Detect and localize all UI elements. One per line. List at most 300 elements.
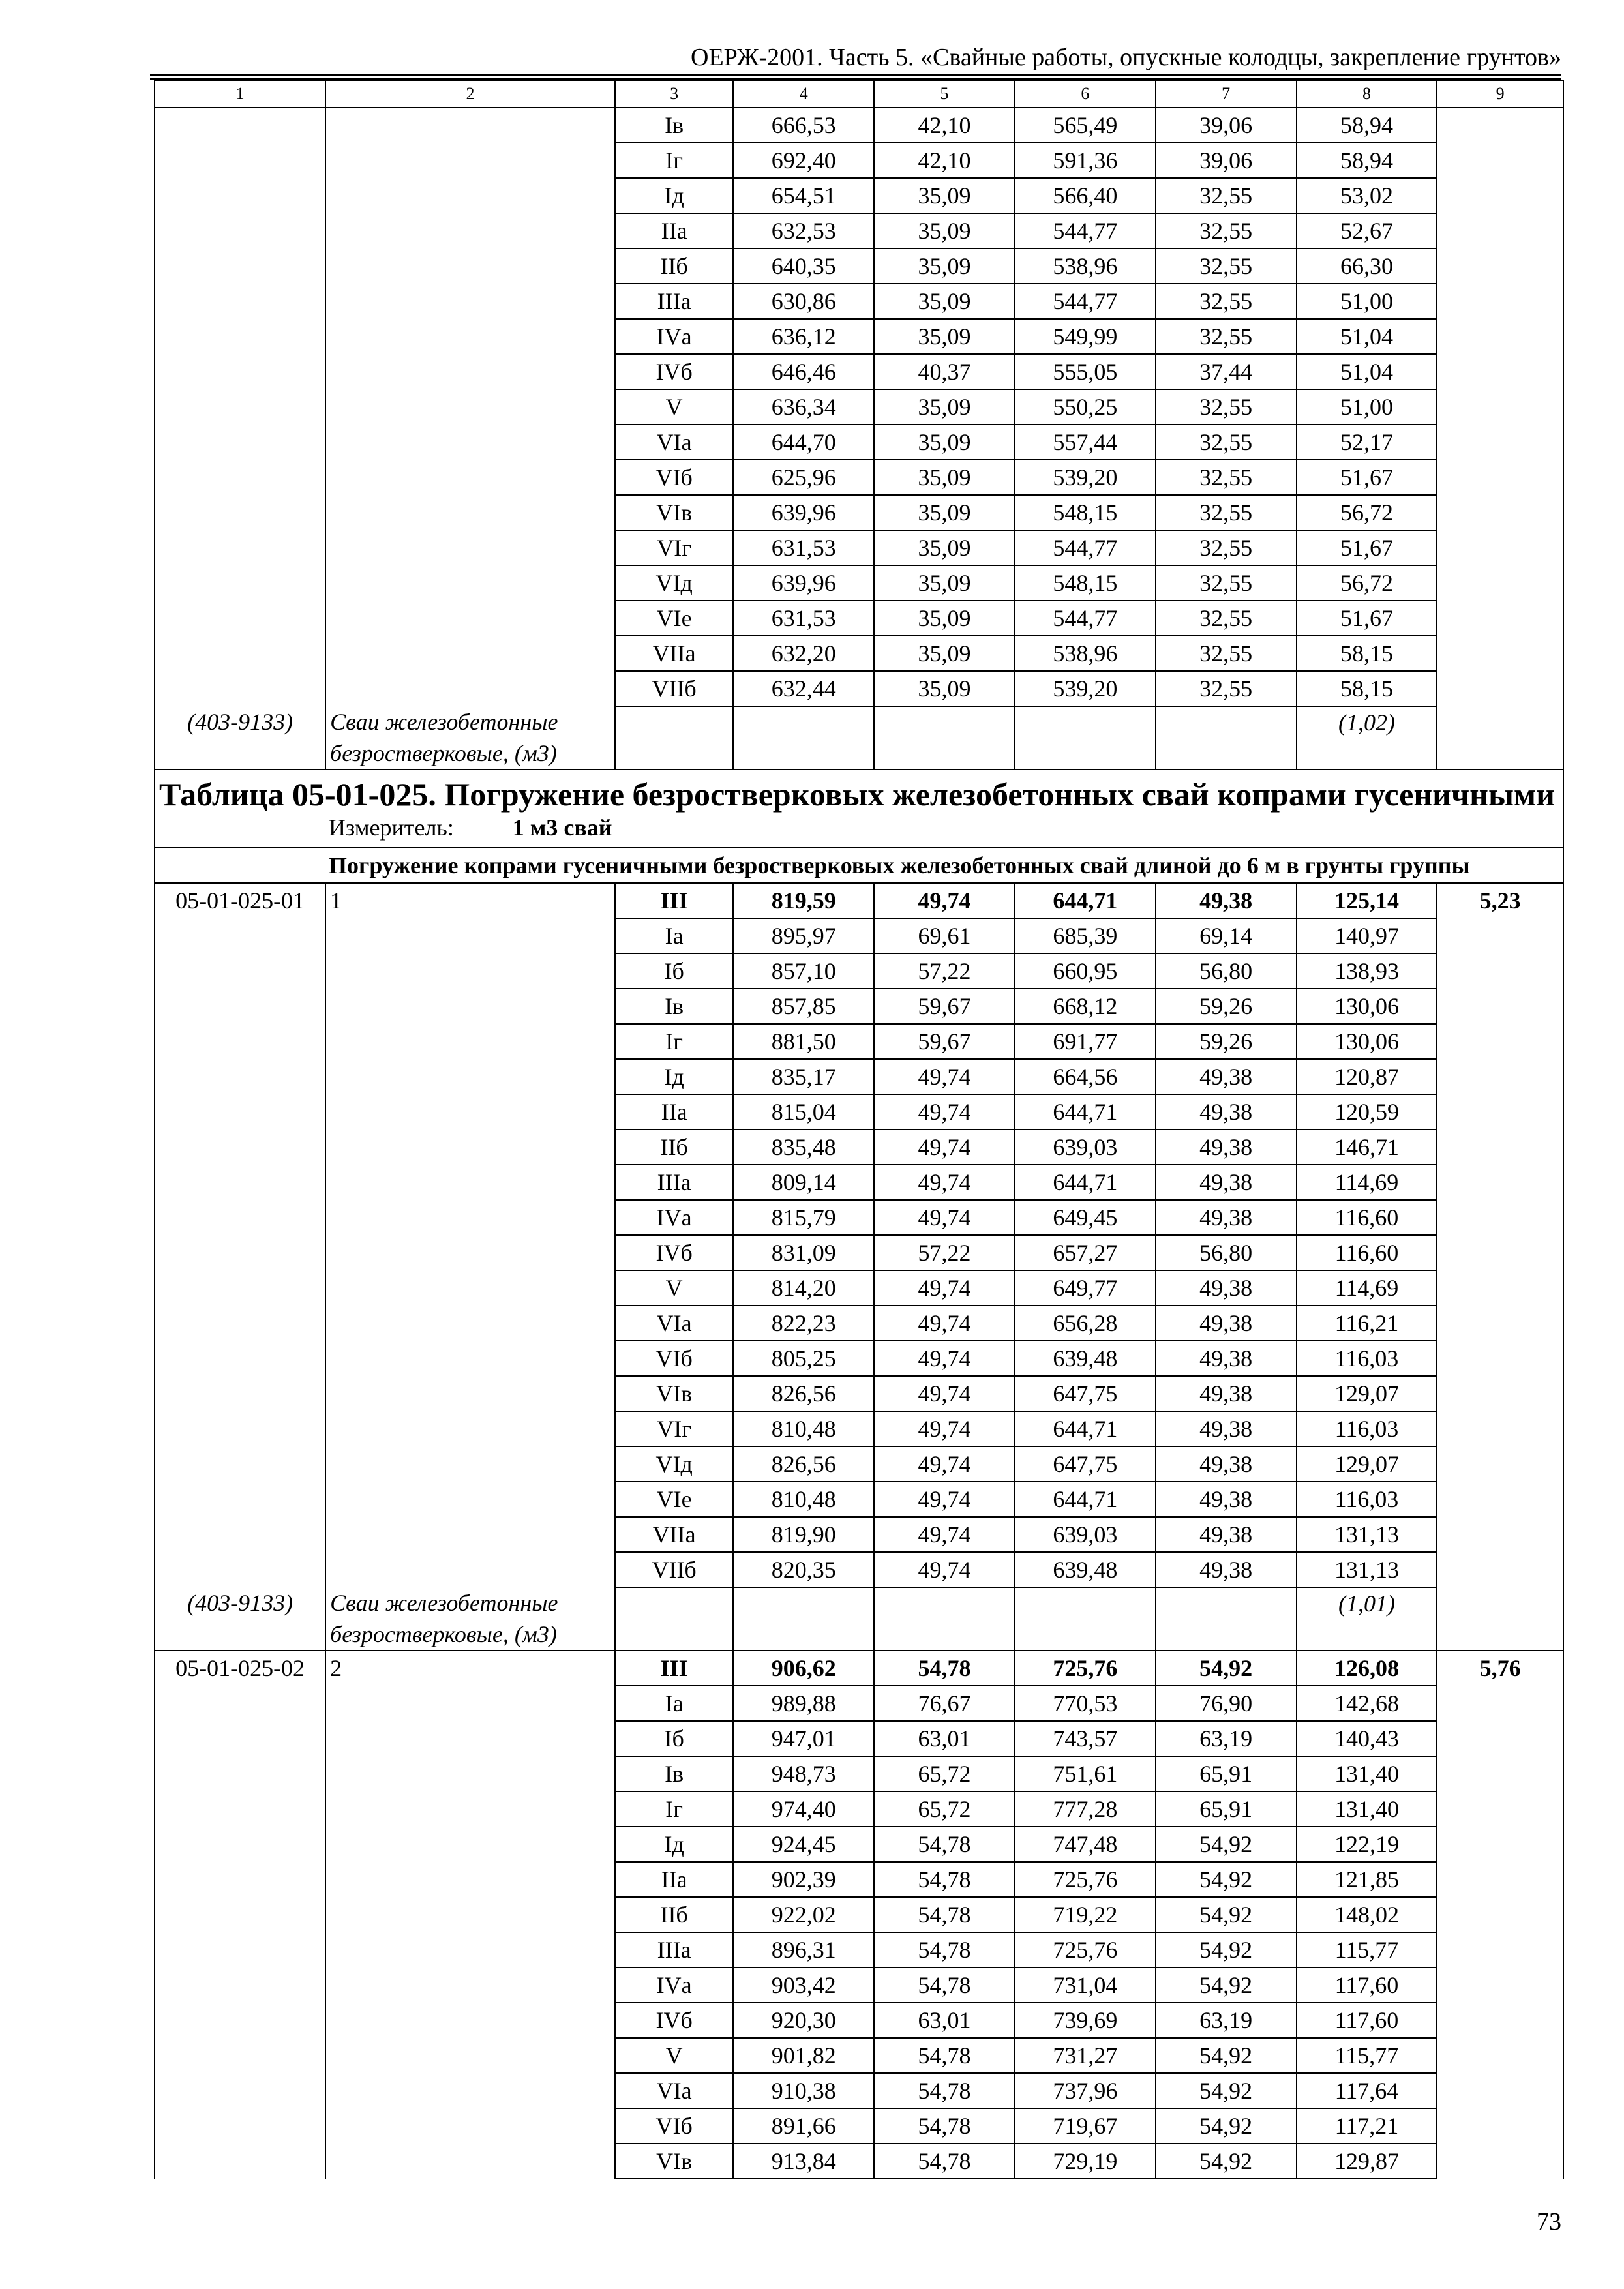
table-cell: [325, 1024, 615, 1059]
soil-group: IVб: [615, 354, 734, 389]
table-cell: 54,92: [1156, 1932, 1297, 1967]
table-cell: 131,40: [1297, 1791, 1437, 1827]
table-cell: 114,69: [1297, 1165, 1437, 1200]
header-rule: [150, 74, 1561, 76]
table-cell: 54,78: [874, 1862, 1015, 1897]
table-cell: [155, 1756, 325, 1791]
item-number: 1: [325, 883, 615, 918]
table-cell: [1156, 706, 1297, 770]
table-cell: [1437, 1587, 1563, 1651]
table-cell: [155, 1165, 325, 1200]
table-cell: 35,09: [874, 248, 1015, 284]
table-cell: 54,78: [874, 1967, 1015, 2003]
table-cell: 835,48: [733, 1130, 874, 1165]
table-cell: 58,94: [1297, 143, 1437, 178]
table-cell: 631,53: [733, 530, 874, 565]
table-cell: 49,38: [1156, 1517, 1297, 1552]
table-cell: 820,35: [733, 1552, 874, 1587]
table-row: [155, 1932, 1563, 1967]
soil-group: Iа: [615, 918, 734, 953]
item-code: 05-01-025-01: [155, 883, 325, 918]
unit-value: 1 м3 свай: [512, 815, 612, 841]
table-row: [155, 565, 1563, 601]
table-cell: 138,93: [1297, 953, 1437, 989]
soil-group: VIа: [615, 1306, 734, 1341]
table-cell: 51,67: [1297, 530, 1437, 565]
table-row: [155, 1721, 1563, 1756]
table-cell: [1437, 143, 1563, 178]
material-name: Сваи железобетонные безростверковые, (м3): [325, 706, 615, 770]
table-cell: 116,03: [1297, 1341, 1437, 1376]
table-cell: [155, 1862, 325, 1897]
table-cell: [155, 2038, 325, 2073]
consumption-coef: (1,02): [1297, 706, 1437, 770]
table-cell: [1437, 2003, 1563, 2038]
page-number: 73: [1537, 2208, 1561, 2236]
table-title-row: [155, 770, 1563, 848]
table-cell: [155, 530, 325, 565]
table-cell: 920,30: [733, 2003, 874, 2038]
soil-group: V: [615, 1270, 734, 1306]
soil-group: IIа: [615, 1862, 734, 1897]
table-cell: [155, 1411, 325, 1446]
table-cell: [325, 1827, 615, 1862]
table-cell: 822,23: [733, 1306, 874, 1341]
table-cell: [1437, 1200, 1563, 1235]
table-cell: 649,45: [1015, 1200, 1156, 1235]
table-cell: [325, 530, 615, 565]
soil-group: Iв: [615, 108, 734, 143]
table-cell: 640,35: [733, 248, 874, 284]
table-cell: 660,95: [1015, 953, 1156, 989]
table-row: [155, 460, 1563, 495]
table-cell: [1437, 2144, 1563, 2179]
table-cell: 35,09: [874, 671, 1015, 706]
table-cell: 731,27: [1015, 2038, 1156, 2073]
table-cell: 35,09: [874, 213, 1015, 248]
table-cell: [155, 989, 325, 1024]
table-cell: 731,04: [1015, 1967, 1156, 2003]
table-cell: 65,72: [874, 1756, 1015, 1791]
table-cell: [155, 1552, 325, 1587]
table-cell: 725,76: [1015, 1932, 1156, 1967]
table-cell: [325, 1897, 615, 1932]
table-cell: 644,71: [1015, 883, 1156, 918]
table-cell: 35,09: [874, 460, 1015, 495]
table-cell: [155, 1200, 325, 1235]
table-cell: 54,92: [1156, 1967, 1297, 2003]
table-cell: 805,25: [733, 1341, 874, 1376]
table-cell: [1437, 1827, 1563, 1862]
soil-group: VIIа: [615, 1517, 734, 1552]
table-cell: [325, 460, 615, 495]
table-cell: 557,44: [1015, 425, 1156, 460]
table-cell: [155, 1094, 325, 1130]
soil-group: IIIа: [615, 284, 734, 319]
table-cell: 51,04: [1297, 319, 1437, 354]
table-cell: 654,51: [733, 178, 874, 213]
table-cell: [325, 1270, 615, 1306]
table-cell: 58,15: [1297, 636, 1437, 671]
table-cell: 59,67: [874, 989, 1015, 1024]
column-number: 9: [1437, 80, 1563, 108]
table-cell: [155, 2073, 325, 2108]
table-cell: 632,53: [733, 213, 874, 248]
table-cell: 632,44: [733, 671, 874, 706]
table-cell: [325, 1200, 615, 1235]
table-cell: [155, 2108, 325, 2144]
table-cell: 114,69: [1297, 1270, 1437, 1306]
resource-code: (403-9133): [155, 1587, 325, 1651]
soil-group: VIд: [615, 565, 734, 601]
table-row: [155, 248, 1563, 284]
table-cell: [155, 636, 325, 671]
table-cell: [1437, 601, 1563, 636]
table-cell: 117,60: [1297, 2003, 1437, 2038]
table-cell: [325, 1306, 615, 1341]
table-cell: [325, 1376, 615, 1411]
table-cell: 639,48: [1015, 1552, 1156, 1587]
table-cell: 54,92: [1156, 2073, 1297, 2108]
table-cell: 826,56: [733, 1446, 874, 1482]
table-row: [155, 1791, 1563, 1827]
column-number: 8: [1297, 80, 1437, 108]
table-cell: 32,55: [1156, 284, 1297, 319]
soil-group: III: [615, 1651, 734, 1686]
rates-table: [154, 80, 1564, 2179]
table-cell: 115,77: [1297, 1932, 1437, 1967]
table-cell: [1437, 1446, 1563, 1482]
table-row: [155, 1897, 1563, 1932]
soil-group: VIе: [615, 1482, 734, 1517]
table-cell: 131,13: [1297, 1517, 1437, 1552]
item-extra: 5,76: [1437, 1651, 1563, 1686]
table-cell: [1437, 1130, 1563, 1165]
table-cell: 35,09: [874, 636, 1015, 671]
table-cell: 65,72: [874, 1791, 1015, 1827]
column-number: 2: [325, 80, 615, 108]
table-cell: [155, 389, 325, 425]
table-cell: [874, 1587, 1015, 1651]
table-row: [155, 671, 1563, 706]
table-cell: 130,06: [1297, 1024, 1437, 1059]
table-cell: 32,55: [1156, 671, 1297, 706]
table-cell: [1437, 2073, 1563, 2108]
item-extra: 5,23: [1437, 883, 1563, 918]
table-cell: [1437, 108, 1563, 143]
table-cell: [155, 1932, 325, 1967]
table-row: [155, 425, 1563, 460]
table-cell: 69,61: [874, 918, 1015, 953]
table-row: [155, 1024, 1563, 1059]
soil-group: IIа: [615, 213, 734, 248]
table-cell: [325, 425, 615, 460]
table-cell: 51,04: [1297, 354, 1437, 389]
table-cell: 54,78: [874, 2144, 1015, 2179]
table-row: [155, 1235, 1563, 1270]
table-cell: 54,92: [1156, 2038, 1297, 2073]
soil-group: Iв: [615, 1756, 734, 1791]
table-cell: [155, 1270, 325, 1306]
soil-group: IIб: [615, 248, 734, 284]
table-cell: [733, 1587, 874, 1651]
soil-group: IIб: [615, 1130, 734, 1165]
table-cell: [155, 671, 325, 706]
table-cell: [155, 1897, 325, 1932]
table-cell: [325, 1059, 615, 1094]
table-cell: 131,13: [1297, 1552, 1437, 1587]
table-cell: [325, 565, 615, 601]
table-cell: [1437, 425, 1563, 460]
table-cell: 42,10: [874, 143, 1015, 178]
soil-group: VIIа: [615, 636, 734, 671]
table-cell: 857,85: [733, 989, 874, 1024]
table-row: [155, 1862, 1563, 1897]
table-cell: 725,76: [1015, 1651, 1156, 1686]
table-cell: 129,07: [1297, 1446, 1437, 1482]
table-cell: 76,90: [1156, 1686, 1297, 1721]
table-cell: 826,56: [733, 1376, 874, 1411]
table-cell: [1437, 213, 1563, 248]
table-cell: 35,09: [874, 565, 1015, 601]
table-cell: 591,36: [1015, 143, 1156, 178]
table-cell: [325, 389, 615, 425]
table-cell: [325, 2038, 615, 2073]
table-cell: 65,91: [1156, 1791, 1297, 1827]
table-cell: 891,66: [733, 2108, 874, 2144]
table-cell: 131,40: [1297, 1756, 1437, 1791]
soil-group: IIIа: [615, 1165, 734, 1200]
table-cell: 54,92: [1156, 1897, 1297, 1932]
table-cell: [1437, 530, 1563, 565]
table-cell: 747,48: [1015, 1827, 1156, 1862]
table-cell: 39,06: [1156, 108, 1297, 143]
table-cell: 56,72: [1297, 565, 1437, 601]
table-cell: 54,78: [874, 2108, 1015, 2144]
table-cell: 115,77: [1297, 2038, 1437, 2073]
table-cell: 63,19: [1156, 1721, 1297, 1756]
table-cell: [155, 460, 325, 495]
table-cell: 65,91: [1156, 1756, 1297, 1791]
table-cell: [1015, 1587, 1156, 1651]
table-cell: [874, 706, 1015, 770]
table-cell: 116,60: [1297, 1235, 1437, 1270]
table-cell: 54,78: [874, 1827, 1015, 1862]
table-cell: [155, 425, 325, 460]
soil-group: Iа: [615, 1686, 734, 1721]
soil-group: Iд: [615, 178, 734, 213]
soil-group: V: [615, 389, 734, 425]
table-cell: 35,09: [874, 601, 1015, 636]
table-cell: [1437, 1897, 1563, 1932]
table-cell: [325, 918, 615, 953]
table-cell: [1437, 1306, 1563, 1341]
table-cell: 566,40: [1015, 178, 1156, 213]
table-cell: [1437, 706, 1563, 770]
unit-label: Измеритель:: [329, 815, 454, 841]
table-cell: 549,99: [1015, 319, 1156, 354]
soil-group: IVа: [615, 1967, 734, 2003]
table-row: [155, 1552, 1563, 1587]
table-cell: [325, 2003, 615, 2038]
table-cell: [325, 1721, 615, 1756]
table-cell: [325, 953, 615, 989]
table-cell: 49,38: [1156, 1376, 1297, 1411]
soil-group: VIа: [615, 2073, 734, 2108]
table-row: [155, 1094, 1563, 1130]
table-cell: 51,67: [1297, 601, 1437, 636]
table-cell: [1437, 1552, 1563, 1587]
table-row: [155, 1165, 1563, 1200]
table-cell: [155, 284, 325, 319]
table-cell: 550,25: [1015, 389, 1156, 425]
soil-group: Iб: [615, 953, 734, 989]
table-cell: [155, 918, 325, 953]
table-cell: [1437, 389, 1563, 425]
soil-group: IVб: [615, 2003, 734, 2038]
table-cell: [155, 354, 325, 389]
soil-group: III: [615, 883, 734, 918]
table-cell: 49,38: [1156, 1341, 1297, 1376]
subtitle-row: [155, 848, 1563, 883]
table-cell: 644,71: [1015, 1411, 1156, 1446]
table-cell: [325, 1411, 615, 1446]
table-cell: 725,76: [1015, 1862, 1156, 1897]
table-row: [155, 530, 1563, 565]
table-cell: 54,92: [1156, 1827, 1297, 1862]
soil-group: Iб: [615, 1721, 734, 1756]
table-cell: 54,78: [874, 2038, 1015, 2073]
table-cell: 35,09: [874, 530, 1015, 565]
material-row: [155, 706, 1563, 770]
table-cell: [1437, 1967, 1563, 2003]
table-cell: 140,43: [1297, 1721, 1437, 1756]
table-cell: 32,55: [1156, 213, 1297, 248]
column-number-row: [155, 80, 1563, 108]
table-row: [155, 1270, 1563, 1306]
table-cell: 819,59: [733, 883, 874, 918]
item-code: 05-01-025-02: [155, 1651, 325, 1686]
table-row: [155, 953, 1563, 989]
table-cell: 49,74: [874, 1165, 1015, 1200]
table-row: [155, 1651, 1563, 1686]
table-cell: 857,10: [733, 953, 874, 989]
table-cell: [325, 1552, 615, 1587]
table-cell: [155, 1721, 325, 1756]
table-cell: [1437, 1482, 1563, 1517]
table-row: [155, 1341, 1563, 1376]
table-cell: 52,17: [1297, 425, 1437, 460]
table-cell: [1437, 354, 1563, 389]
table-cell: 32,55: [1156, 636, 1297, 671]
soil-group: VIб: [615, 460, 734, 495]
table-cell: 49,38: [1156, 1130, 1297, 1165]
table-cell: 636,12: [733, 319, 874, 354]
table-cell: 129,07: [1297, 1376, 1437, 1411]
table-cell: 49,38: [1156, 1165, 1297, 1200]
table-cell: 632,20: [733, 636, 874, 671]
soil-group: Iг: [615, 143, 734, 178]
table-cell: 129,87: [1297, 2144, 1437, 2179]
table-cell: 66,30: [1297, 248, 1437, 284]
table-cell: 126,08: [1297, 1651, 1437, 1686]
table-cell: 130,06: [1297, 989, 1437, 1024]
table-cell: [1437, 1341, 1563, 1376]
table-cell: 59,26: [1156, 989, 1297, 1024]
soil-group: VIб: [615, 1341, 734, 1376]
table-cell: [325, 284, 615, 319]
table-cell: 668,12: [1015, 989, 1156, 1024]
table-cell: 54,92: [1156, 2144, 1297, 2179]
table-cell: 117,64: [1297, 2073, 1437, 2108]
soil-group: IIа: [615, 1094, 734, 1130]
section-subtitle: Погружение копрами гусеничными безростверковых железобетонных свай длиной до 6 м в грунты группы: [155, 848, 1563, 883]
soil-group: V: [615, 2038, 734, 2073]
table-row: [155, 2038, 1563, 2073]
table-cell: 32,55: [1156, 389, 1297, 425]
table-cell: 539,20: [1015, 460, 1156, 495]
table-row: [155, 1376, 1563, 1411]
table-cell: 539,20: [1015, 671, 1156, 706]
table-cell: 69,14: [1156, 918, 1297, 953]
resource-code: (403-9133): [155, 706, 325, 770]
table-cell: 49,74: [874, 1130, 1015, 1165]
column-number: 6: [1015, 80, 1156, 108]
table-cell: [1437, 1165, 1563, 1200]
table-cell: 49,74: [874, 883, 1015, 918]
table-cell: [325, 1094, 615, 1130]
soil-group: VIа: [615, 425, 734, 460]
table-cell: 49,38: [1156, 1552, 1297, 1587]
table-cell: 565,49: [1015, 108, 1156, 143]
table-cell: [155, 319, 325, 354]
table-cell: 644,71: [1015, 1094, 1156, 1130]
table-row: [155, 1446, 1563, 1482]
table-cell: 76,67: [874, 1686, 1015, 1721]
table-cell: [325, 1446, 615, 1482]
table-cell: 63,01: [874, 2003, 1015, 2038]
table-cell: 32,55: [1156, 248, 1297, 284]
table-cell: 122,19: [1297, 1827, 1437, 1862]
table-cell: [1437, 1756, 1563, 1791]
soil-group: Iг: [615, 1791, 734, 1827]
column-number: 3: [615, 80, 734, 108]
table-cell: 35,09: [874, 495, 1015, 530]
table-cell: [155, 108, 325, 143]
table-cell: 948,73: [733, 1756, 874, 1791]
table-cell: 49,74: [874, 1270, 1015, 1306]
table-cell: 59,26: [1156, 1024, 1297, 1059]
soil-group: VIб: [615, 2108, 734, 2144]
soil-group: VIд: [615, 1446, 734, 1482]
table-cell: [1156, 1587, 1297, 1651]
table-cell: 737,96: [1015, 2073, 1156, 2108]
table-cell: [1437, 565, 1563, 601]
table-cell: [155, 1967, 325, 2003]
table-cell: 49,38: [1156, 1411, 1297, 1446]
table-cell: [325, 108, 615, 143]
table-cell: [325, 989, 615, 1024]
table-cell: 685,39: [1015, 918, 1156, 953]
consumption-coef: (1,01): [1297, 1587, 1437, 1651]
table-cell: 54,92: [1156, 2108, 1297, 2144]
table-row: [155, 883, 1563, 918]
table-cell: 32,55: [1156, 178, 1297, 213]
table-cell: [325, 1165, 615, 1200]
table-cell: 835,17: [733, 1059, 874, 1094]
table-cell: [325, 671, 615, 706]
table-cell: 142,68: [1297, 1686, 1437, 1721]
